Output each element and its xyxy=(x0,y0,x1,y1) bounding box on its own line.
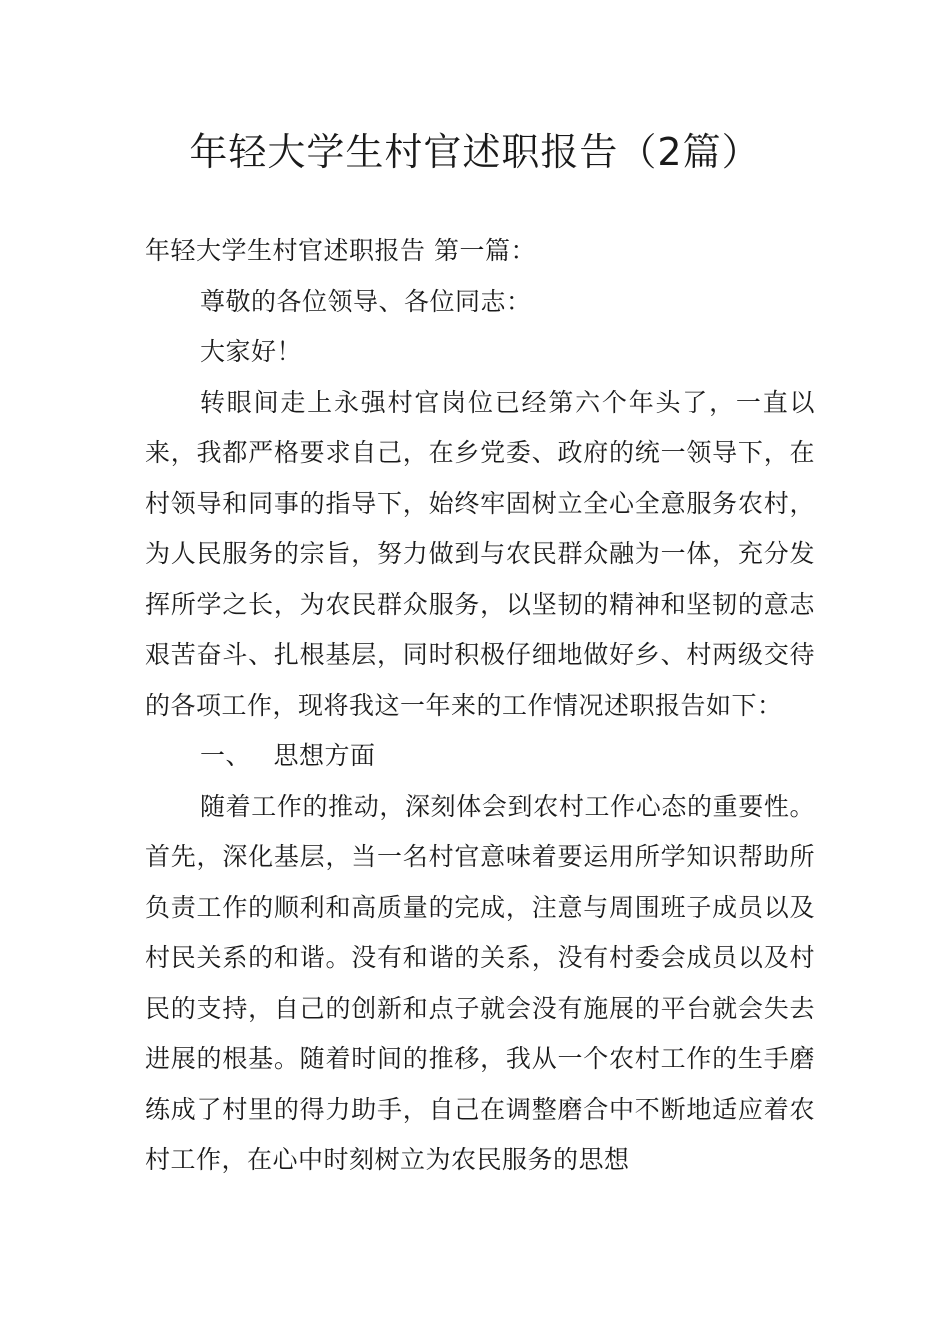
paragraph-thoughts: 随着工作的推动，深刻体会到农村工作心态的重要性。首先，深化基层，当一名村官意味着要运用所学知识帮助所负责工作的顺利和高质量的完成，注意与周围班子成员以及村民关系的和谐。没有和谐的关系，没有村委会成员以及村民的支持，自己的创新和点子就会没有施展的平台就会失去进展的根基。随着时间的推移，我从一个农村工作的生手磨练成了村里的得力助手，自己在调整磨合中不断地适应着农村工作，在心中时刻树立为农民服务的思想 xyxy=(145,791,815,1174)
part-heading: 年轻大学生村官述职报告 第一篇： xyxy=(145,236,536,265)
section-number: 一、 xyxy=(200,741,252,770)
salutation: 尊敬的各位领导、各位同志： xyxy=(200,286,532,316)
document-title: 年轻大学生村官述职报告（2篇） xyxy=(189,130,761,174)
section-title: 思想方面 xyxy=(273,741,376,770)
section-heading xyxy=(145,731,815,782)
greeting: 大家好！ xyxy=(200,337,303,366)
document-body xyxy=(145,226,815,1186)
paragraph-intro: 转眼间走上永强村官岗位已经第六个年头了，一直以来，我都严格要求自己，在乡党委、政府的统一领导下，在村领导和同事的指导下，始终牢固树立全心全意服务农村，为人民服务的宗旨，努力做到与农民群众融为一体，充分发挥所学之长，为农民群众服务，以坚韧的精神和坚韧的意志艰苦奋斗、扎根基层，同时积极仔细地做好乡、村两级交待的各项工作，现将我这一年来的工作情况述职报告如下： xyxy=(145,387,815,720)
